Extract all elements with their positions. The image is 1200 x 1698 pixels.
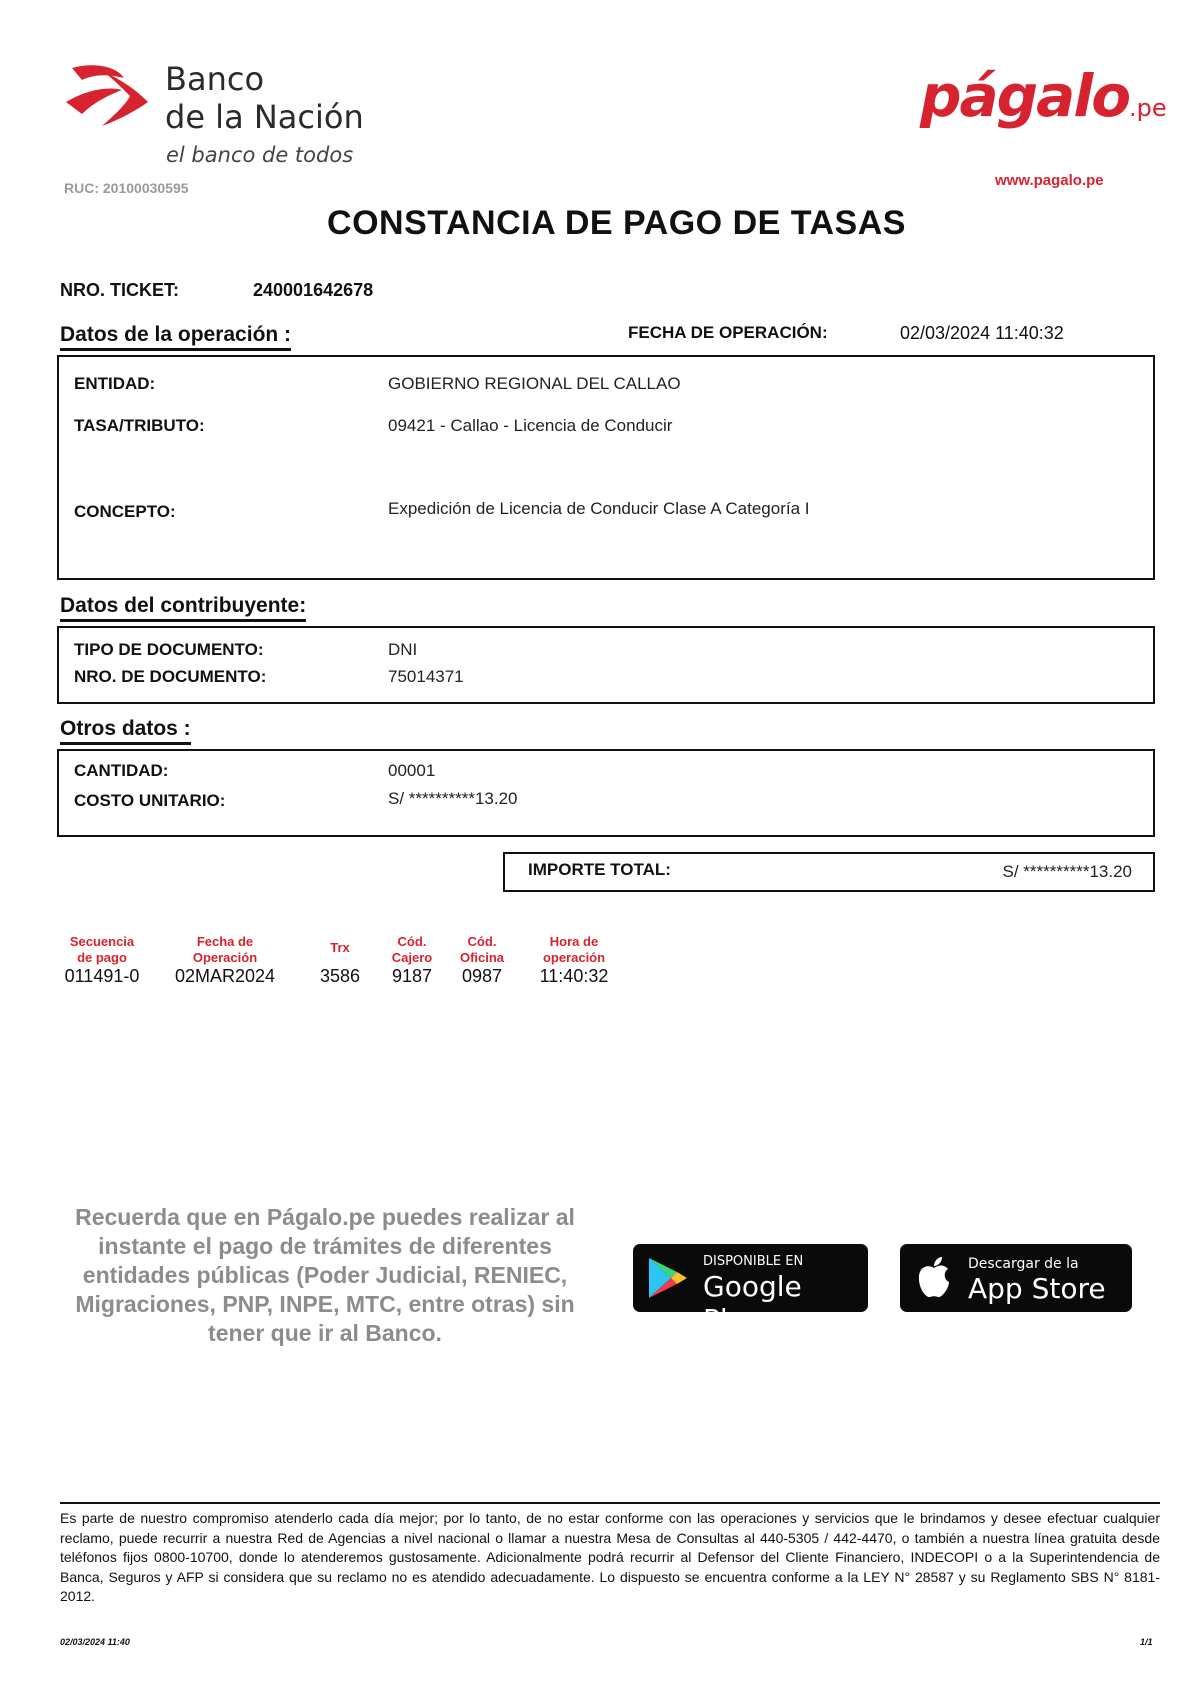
costo-label: COSTO UNITARIO: xyxy=(74,791,226,810)
sequence-block xyxy=(52,934,632,994)
concepto-value: Expedición de Licencia de Conducir Clase A Categoría I xyxy=(388,499,810,518)
ruc-number: RUC: 20100030595 xyxy=(64,180,189,196)
pagalo-logo-suffix: .pe xyxy=(1129,94,1167,122)
footer-legal-text: Es parte de nuestro compromiso atenderlo cada día mejor; por lo tanto, de no estar conforme con las operaciones y servicios que le brindamos y desee efectuar cualquier reclamo, puede recurrir a nuestra Red de Agencias a nivel nacional o llamar a nuestra Mesa de Consultas al 440-5305 / 442-4470, o también a nuestra línea gratuita desde teléfonos fijos 0800-10700, donde lo atenderemos gustosamente. Adicionalmente podrá recurrir al Defensor del Cliente Financiero, INDECOPI o a la Superintendencia de Banca, Seguros y AFP si considera que su reclamo no es atendido adecuadamente. Lo dispuesto se encuentra conforme a la LEY N° 28587 y su Reglamento SBS N° 8181-2012. xyxy=(60,1510,1160,1604)
ticket-value: 240001642678 xyxy=(253,280,374,300)
seq-value-oficina: 0987 xyxy=(461,966,503,986)
total-value: S/ **********13.20 xyxy=(1002,862,1132,881)
bank-name-line1: Banco xyxy=(165,60,265,98)
total-label: IMPORTE TOTAL: xyxy=(528,860,671,879)
doc-type-value: DNI xyxy=(388,640,418,659)
doc-number-label: NRO. DE DOCUMENTO: xyxy=(74,667,267,686)
operation-date-value: 02/03/2024 11:40:32 xyxy=(900,323,1064,343)
promo-text: Recuerda que en Págalo.pe puedes realizar al instante el pago de trámites de diferentes entidades públicas (Poder Judicial, RENIEC, Migraciones, PNP, INPE, MTC, entre otras) sin tener que ir al Banco. xyxy=(75,1204,575,1346)
costo-value: S/ **********13.20 xyxy=(388,789,518,808)
seq-header-secuencia: Secuencia de pago xyxy=(69,934,135,965)
print-date: 02/03/2024 11:40 xyxy=(60,1637,130,1647)
tasa-value: 09421 - Callao - Licencia de Conducir xyxy=(388,416,673,435)
google-play-big: Google Play xyxy=(703,1270,802,1336)
section-operation-title: Datos de la operación : xyxy=(60,323,291,351)
seq-header-oficina: Cód. Oficina xyxy=(459,934,505,965)
page-number: 1/1 xyxy=(1140,1637,1153,1647)
cantidad-label: CANTIDAD: xyxy=(74,761,169,780)
pagalo-url: www.pagalo.pe xyxy=(995,172,1104,189)
ticket-label: NRO. TICKET: xyxy=(60,280,179,300)
document-title: CONSTANCIA DE PAGO DE TASAS xyxy=(327,204,906,242)
app-store-big: App Store xyxy=(968,1272,1106,1305)
google-play-small: DISPONIBLE EN xyxy=(703,1254,804,1269)
seq-value-trx: 3586 xyxy=(319,966,361,986)
seq-value-hora: 11:40:32 xyxy=(539,966,609,986)
entidad-value: GOBIERNO REGIONAL DEL CALLAO xyxy=(388,374,681,393)
seq-header-cajero: Cód. Cajero xyxy=(391,934,433,965)
seq-header-hora: Hora de operación xyxy=(542,934,606,965)
seq-value-fecha: 02MAR2024 xyxy=(174,966,276,986)
tasa-label: TASA/TRIBUTO: xyxy=(74,416,205,435)
banco-nacion-logo-icon xyxy=(64,60,154,130)
google-play-icon xyxy=(647,1256,689,1300)
taxpayer-box xyxy=(57,626,1155,704)
bank-name-line2: de la Nación xyxy=(165,98,364,136)
seq-value-secuencia: 011491-0 xyxy=(64,966,140,986)
app-store-small: Descargar de la xyxy=(968,1256,1079,1272)
section-other-title: Otros datos : xyxy=(60,717,191,745)
operation-date-label: FECHA DE OPERACIÓN: xyxy=(628,323,828,342)
apple-icon xyxy=(916,1256,952,1298)
doc-type-label: TIPO DE DOCUMENTO: xyxy=(74,640,264,659)
footer-divider xyxy=(60,1502,1160,1504)
concepto-label: CONCEPTO: xyxy=(74,502,176,521)
seq-header-fecha: Fecha de Operación xyxy=(192,934,258,965)
cantidad-value: 00001 xyxy=(388,761,436,780)
app-store-button[interactable] xyxy=(900,1244,1132,1312)
seq-header-trx: Trx xyxy=(330,940,350,955)
bank-tagline: el banco de todos xyxy=(166,143,354,167)
pagalo-logo xyxy=(920,62,1167,130)
bank-name xyxy=(165,60,364,136)
google-play-button[interactable] xyxy=(633,1244,868,1336)
section-taxpayer-title: Datos del contribuyente: xyxy=(60,594,306,622)
seq-value-cajero: 9187 xyxy=(391,966,433,986)
entidad-label: ENTIDAD: xyxy=(74,374,156,393)
pagalo-logo-text: págalo xyxy=(920,62,1130,130)
doc-number-value: 75014371 xyxy=(388,667,464,686)
